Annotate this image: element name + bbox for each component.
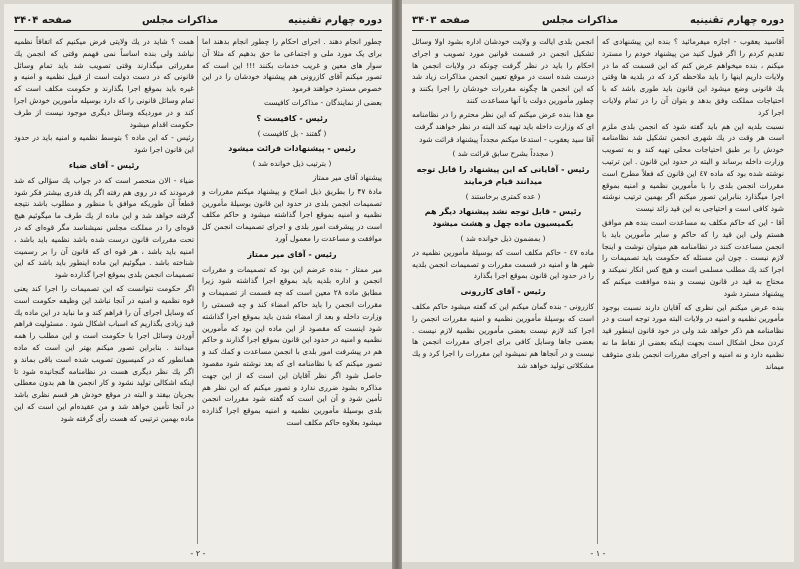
paragraph: مع هذا بنده عرض ميكنم كه اين نظر محترم را در نظامنامه ای كه وزارت داخله بايد تهيه كند البته در نظر خواهند گرفت [412,109,594,131]
paragraph: بعضی از نمايندگان - مذاكرات كافيست [263,97,382,107]
speaker-line: رئيس - آقای مير ممتاز [247,249,337,259]
page-number: صفحه ۳۴۰۴ [14,14,73,26]
paragraph: بنده عرض ميكنم اين نظری كه آقايان دارند نسبت بوجود مأمورين نظميه و امنيه در ولايات البته مورد توجه است و در نظامنامه هم ذكر خواهد شد ولی در خود قانون اينطور قيد كردن محل اشكال است بجهت اينكه بعضی از نقاط ما نه نظميه دارد و نه امنيه و اجرای مقررات انجمن بلدی متوقف ميماند [602,302,784,371]
left-page-column-2 [14,36,194,544]
column-divider [597,36,598,544]
paragraph: ضياء - الان منحصر است كه در جواب يك سؤالی كه شد فرمودند كه در روی هم رفته اگر يك قدری بيشتر فكر شود قطعاً آن طوريكه موافق با منظور و مطلوب باشد نتيجه گرفته خواهد شد و اين ماده از يك طرف ما ميگوئيم هيچ قوه‌ای را در مملكت مجلس نميشناسد مگر قوه‌ای كه در تحت مقررات قانون درست شده باشد نظميه بايد باشد ، امنيه بايد باشد ، هر قوه ای كه قانون آن را بر رسميت شناخته باشد . ميگوئيم اين ماده اينطور بايد باشد كه اين تصميمات انجمن بلدی بموقع اجرا گذارده شود [14,175,194,280]
speaker-line: رئيس - آقای ضياء [68,160,140,170]
paragraph: ماده ٤٧ - حاكم مكلف است كه بوسيلهٔ مأمورين نظميه در شهر ها و امنيه در قسمت مقررات و تصميمات انجمن بلديه را در حدود اين قانون بموقع اجرا بگذارد [412,247,594,281]
paragraph: آقاسيد يعقوب - اجازه ميفرمائيد ؟ بنده اين پيشنهادی كه تقديم كردم را اگر قبول كنيد من پيشنهاد خودم را مسترد ميكنم ، بنده ميخواهم عرض كنم كه اين قسمت كه ما در ولايات داريم اينها را بايد ملاحظه كرد كه در بلديه ها وقتی يك قانونی وضع ميشود اين قانون بايد طوری باشد كه با احتياجات مملكت وفق بدهد و بتوان آن را در تمام ولايات اجرا كرد [602,37,784,117]
journal-label: دوره چهارم تقنينيه [288,14,382,26]
procedural-note: ( بترتيب ذيل خوانده شد ) [252,159,332,169]
procedural-note: ( مجدداً بشرح سابق قرائت شد ) [452,149,554,159]
right-page-column-2 [412,36,594,544]
section-title: مذاكرات مجلس [142,14,219,26]
paragraph: آقا سيد يعقوب - استدعا ميكنم مجدداً پيشنهاد قرائت شود [419,135,594,145]
speaker-line: رئيس - قابل توجه نشد پيشنهاد ديگر هم بكميسيون ماده چهل و هشت ميشود [424,207,582,229]
paragraph: نسبت بلديه اين هم بايد گفته شود كه انجمن بلدی ملزم است هر وقت در يك شهری انجمن تشكيل شد نظامنامه خودش را بر طبق احتياجات محلی تهيه كند و به تصويب وزارت داخله برساند و البته در حدود اين قانون . اين ترتيب نوشته شده بود كه ماده ٤٧ اين قانون كه فعلاً مطرح است مقررات انجمن بلدی را با مأمورين نظميه و امنيه بموقع اجرا ميگذارد بنابراين تصور ميكنم اگر بهمين ترتيب نوشته شود كافی است و احتياجی به اين قيد زائد نيست [602,121,784,214]
page-number: صفحه ۳۴۰۳ [412,14,471,26]
paragraph: آقا - اين كه حاكم مكلف به مساعدت است بنده هم موافق هستم ولی اين قيد را كه حاكم و ساير مأمورين بايد با انجمن مساعدت كنند در نظامنامه هم ميتوان نوشت و اينجا لازم نيست . چون اين مسئله كه حكومت بايد تصميمات را اجرا كند يك مطلب مسلمی است و هيچ كس انكار نميكند و محتاج به قيد در قانون نيست و بنده موافقت ميكنم كه پيشنهاد مسترد شود [602,217,784,298]
paragraph: كازرونی - بنده گمان ميكنم اين كه گفته ميشود حاكم مكلف است كه بوسيلهٔ مأمورين نظميه و امنيه مقررات انجمن را اجرا كند لازم نيست بعضی مأمورين نظميه لازم نيست . بعضی جاها وسايل كافی برای اجرای مقررات انجمن ها نيست و در آنجاها هم نميشود اين مقررات را اجرا كرد و يك مشكلاتی توليد خواهد شد [412,301,594,370]
paragraph: مادهٔ ۴۷ را بطريق ذيل اصلاح و پيشنهاد ميكنم مقررات و تصميمات انجمن بلدی در حدود اين قانون بوسيلهٔ مأمورين نظميه و امنيه بموقع اجرا گذاشته ميشود و حاكم مكلف است در پيشرفت امور بلدی و اجرای تصميمات انجمن كل موافقت و مساعدت را معمول آورد [202,186,382,243]
paragraph: همت ؟ شايد در يك ولايتی فرض ميكنيم كه اتفاقاً نظميه نباشد ولی بنده اساساً نمی فهمم وقتی كه انجمن يك مقرراتی ميگذارند وقتی تصويب شد بايد تمام وسائل قانونی كه در دست دولت است از قبيل نظميه و امنيه و غيره بايد بموقع اجرا بگذارند و حكومت مكلف است كه تمام وسائل قانونی را كه دارد بوسيله مأمورين خودش اجرا كند و در مورديكه وسائل ديگری موجود نيست از طرف حكومت اقدام ميشود [14,37,194,129]
right-page-footer: - ۱ - [590,549,606,558]
paragraph: پيشنهاد آقای مير ممتاز [312,172,382,182]
speaker-line: رئيس - آقايانی كه اين پيشنهاد را قابل توجه ميدانند قيام فرمايند [416,164,590,186]
paragraph: رئيس - كه اين ماده ؟ بتوسط نظميه و امنيه بايد در حدود اين قانون اجرا شود [14,133,194,155]
speaker-line: رئيس - كافيست ؟ [256,113,328,123]
right-page-header [412,10,784,31]
book-gutter [392,0,402,569]
column-divider [197,36,198,544]
procedural-note: ( عده كمتری برخاستند ) [465,191,541,201]
procedural-note: ( گفتند - بل كافيست ) [257,128,327,138]
paragraph: مير ممتاز - بنده عرضم اين بود كه تصميمات و مقررات انجمن و اداره بلديه بايد بموقع اجرا گذاشته شود زيرا مطابق ماده ۲۸ معين است كه چه قسمت از تصميمات و مقررات انجمن را بايد حاكم امضاء كند و چه قسمتی را وزارت داخله و بعد از امضاء شدن بايد بموقع اجرا گذاشته شود اينست كه مقصود از اين ماده اين بود كه مأمورين نظميه و امنيه در حدود اين قانون بموقع اجرا گذارند و حاكم هم در پيشرفت امور بلدی با انجمن مساعدت و كمك كند و تصور ميكنم كه با نظامنامه ای كه بعد نوشته شود مقصود حاصل شود اگر نظر آقايان اين است كه از اين جهت مذاكره بشود ضرری ندارد و تصور ميكنم كه اين نظر هم تأمين شود و آن اين است كه گفته شود مقررات انجمن بلدی بوسيلهٔ مأمورين نظميه و امنيه بموقع اجرا گذارده ميشود بعلاوه حاكم مكلف است [202,264,382,427]
speaker-line: رئيس - پيشنهادات قرائت ميشود [228,144,356,154]
right-page [402,4,794,562]
journal-label: دوره چهارم تقنينيه [690,14,784,26]
right-page-column-1 [602,36,784,544]
left-page [4,4,392,562]
paragraph: انجمن بلدی ايالت و ولايت خودشان اداره بشود اولا وسائل تشكيل انجمن در قسمت قوانين مورد تصويب و اجرای احكام را بايد در نظر گرفت چونكه در ولايات انجمن ها درست شده است در موقع تعيين انجمن مذاكرات زياد شد كه اين انجمن ها چگونه مقررات خودشان را اجرا بكنند و چطور مأمورين دولت با آنها مساعدت كنند [412,37,594,105]
section-title: مذاكرات مجلس [542,14,619,26]
speaker-line: رئيس - آقای كازرونی [460,287,546,297]
paragraph: چطور انجام دهند . اجرای احكام را چطور انجام بدهند اما برای یک مورد ملی و اجتماعی ما حق بدهيم كه مثلا آن سوار های معين و غريب خدمات بكنند !!! اين است كه تصور ميكنم آقای كازرونی هم پيشنهاد خودشان را در اين خصوص مسترد خواهند فرمود [202,37,382,94]
left-page-footer: - ۲ - [190,549,206,558]
paragraph: اگر حكومت نتوانست كه اين تصميمات را اجرا كند يعنی قوه نظميه و امنيه در آنجا نباشد اين وظيفه حكومت است كه وسايل اجرای آن را فراهم كند و ما نبايد در اين ماده يك قيد زيادی بگذاريم كه اسباب اشكال شود . مسئوليت فراهم آوردن وسائل اجرا با حكومت است و اين مطلب را همه ميدانند . بنابراين تصور ميكنم بهتر اين است كه ماده همانطور كه در كميسيون تصويب شده است باقی بماند و اگر يك نظر ديگری هست در نظامنامه گنجانيده شود تا اينكه اشكالی توليد نشود و كار انجمن ها هم بدون معطلی بجريان بيفتد و البته در موقع خودش هر قسم نظری باشد در آنجا تأمين خواهد شد و من عقيده‌ام اين است كه اين ماده بهمين ترتيبی كه هست رأی گرفته شود [14,283,194,423]
left-page-header [14,10,382,31]
procedural-note: ( بمضمون ذيل خوانده شد ) [460,233,546,243]
left-page-column-1 [202,36,382,544]
